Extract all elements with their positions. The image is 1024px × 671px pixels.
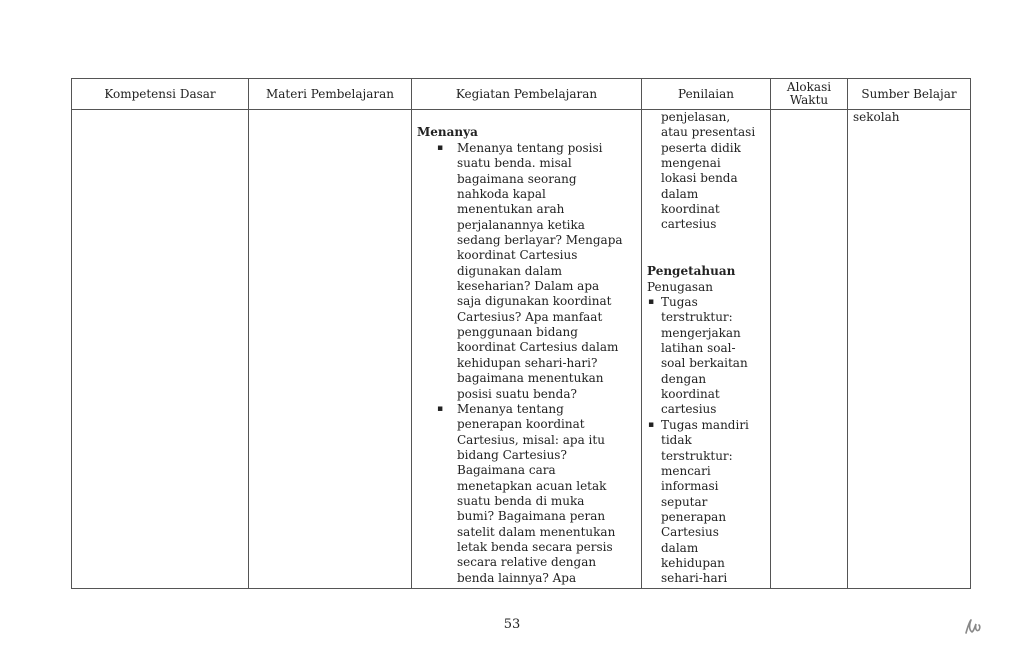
text-line: soal berkaitan (661, 356, 748, 371)
text-line: bagaimana seorang (457, 171, 577, 186)
header-alokasi-line2: Waktu (789, 93, 829, 107)
text-line: koordinat (661, 387, 720, 402)
text-line: koordinat (661, 202, 720, 217)
text-line: posisi suatu benda? (457, 386, 577, 401)
penilaian-bullet-1-text (661, 295, 748, 418)
penilaian-bullet-2-text (661, 418, 749, 587)
text-line: Cartesius? Apa manfaat (457, 309, 603, 324)
kegiatan-bullet-2-text (457, 402, 615, 586)
text-line: terstruktur: (661, 448, 733, 463)
header-penilaian: Penilaian (678, 86, 734, 101)
header-divider (71, 109, 971, 110)
text-line: mengerjakan (661, 325, 741, 340)
text-line: Cartesius (661, 525, 719, 540)
text-line: saja digunakan koordinat (457, 294, 612, 309)
col-border-1 (248, 78, 249, 589)
text-line: lokasi benda (661, 171, 738, 186)
text-line: sehari-hari (661, 571, 728, 586)
text-line: Tugas mandiri (661, 418, 749, 432)
text-line: dalam (661, 186, 699, 201)
penilaian-bullet-2-icon: ▪ (648, 420, 655, 430)
kegiatan-bullet-1-icon: ▪ (437, 143, 444, 153)
penilaian-subheading-penugasan: Penugasan (647, 280, 713, 294)
text-line: cartesius (661, 217, 717, 232)
text-line: secara relative dengan (457, 555, 597, 570)
table-bottom-border (71, 588, 971, 589)
text-line: bagaimana menentukan (457, 371, 604, 386)
text-line: Menanya tentang posisi (457, 141, 603, 155)
text-line: bidang Cartesius? (457, 448, 567, 463)
text-line: satelit dalam menentukan (457, 524, 616, 539)
col-border-5 (847, 78, 848, 589)
penilaian-heading-pengetahuan: Pengetahuan (647, 264, 736, 278)
text-line: mencari (661, 464, 711, 479)
text-line: kehidupan (661, 556, 725, 571)
text-line: keseharian? Dalam apa (457, 279, 600, 294)
text-line: cartesius (661, 402, 717, 417)
page-number: 53 (503, 617, 521, 632)
text-line: atau presentasi (661, 125, 756, 140)
logo-mark-icon (962, 616, 984, 636)
text-line: perjalanannya ketika (457, 217, 585, 232)
text-line: suatu benda di muka (457, 494, 585, 509)
text-line: letak benda secara persis (457, 540, 613, 555)
text-line: sedang berlayar? Mengapa (457, 233, 623, 248)
col-border-0 (71, 78, 72, 589)
text-line: kehidupan sehari-hari? (457, 355, 598, 370)
text-line: Menanya tentang (457, 402, 564, 416)
text-line: koordinat Cartesius (457, 248, 578, 263)
text-line: nahkoda kapal (457, 187, 546, 202)
sumber-belajar-text: sekolah (853, 110, 900, 124)
text-line: menetapkan acuan letak (457, 478, 607, 493)
text-line: penjelasan, (661, 110, 731, 124)
text-line: menentukan arah (457, 202, 565, 217)
text-line: dengan (661, 371, 707, 386)
kegiatan-heading-menanya: Menanya (417, 125, 478, 139)
text-line: Bagaimana cara (457, 463, 556, 478)
text-line: penerapan (661, 510, 727, 525)
text-line: Tugas (661, 295, 698, 309)
text-line: suatu benda. misal (457, 156, 572, 171)
text-line: koordinat Cartesius dalam (457, 340, 619, 355)
header-kompetensi-dasar: Kompetensi Dasar (104, 86, 216, 101)
text-line: penerapan koordinat (457, 417, 585, 432)
col-border-2 (411, 78, 412, 589)
text-line: penggunaan bidang (457, 325, 578, 340)
text-line: peserta didik (661, 140, 741, 155)
text-line: mengenai (661, 156, 721, 171)
text-line: latihan soal- (661, 341, 736, 356)
penilaian-bullet-1-icon: ▪ (648, 297, 655, 307)
text-line: tidak (661, 433, 692, 448)
penilaian-continued-text (661, 110, 755, 233)
col-border-4 (770, 78, 771, 589)
text-line: Cartesius, misal: apa itu (457, 432, 605, 447)
header-kegiatan-pembelajaran: Kegiatan Pembelajaran (455, 86, 598, 101)
text-line: digunakan dalam (457, 263, 562, 278)
text-line: terstruktur: (661, 310, 733, 325)
header-sumber-belajar: Sumber Belajar (861, 86, 957, 101)
header-alokasi-line1: Alokasi (786, 80, 832, 94)
text-line: seputar (661, 494, 708, 509)
text-line: bumi? Bagaimana peran (457, 509, 606, 524)
text-line: benda lainnya? Apa (457, 570, 577, 585)
kegiatan-bullet-1-text (457, 141, 623, 402)
col-border-6 (970, 78, 971, 589)
col-border-3 (641, 78, 642, 589)
header-materi-pembelajaran: Materi Pembelajaran (265, 86, 395, 101)
text-line: informasi (661, 479, 719, 494)
text-line: dalam (661, 540, 699, 555)
kegiatan-bullet-2-icon: ▪ (437, 404, 444, 414)
header-alokasi-waktu (771, 79, 847, 109)
